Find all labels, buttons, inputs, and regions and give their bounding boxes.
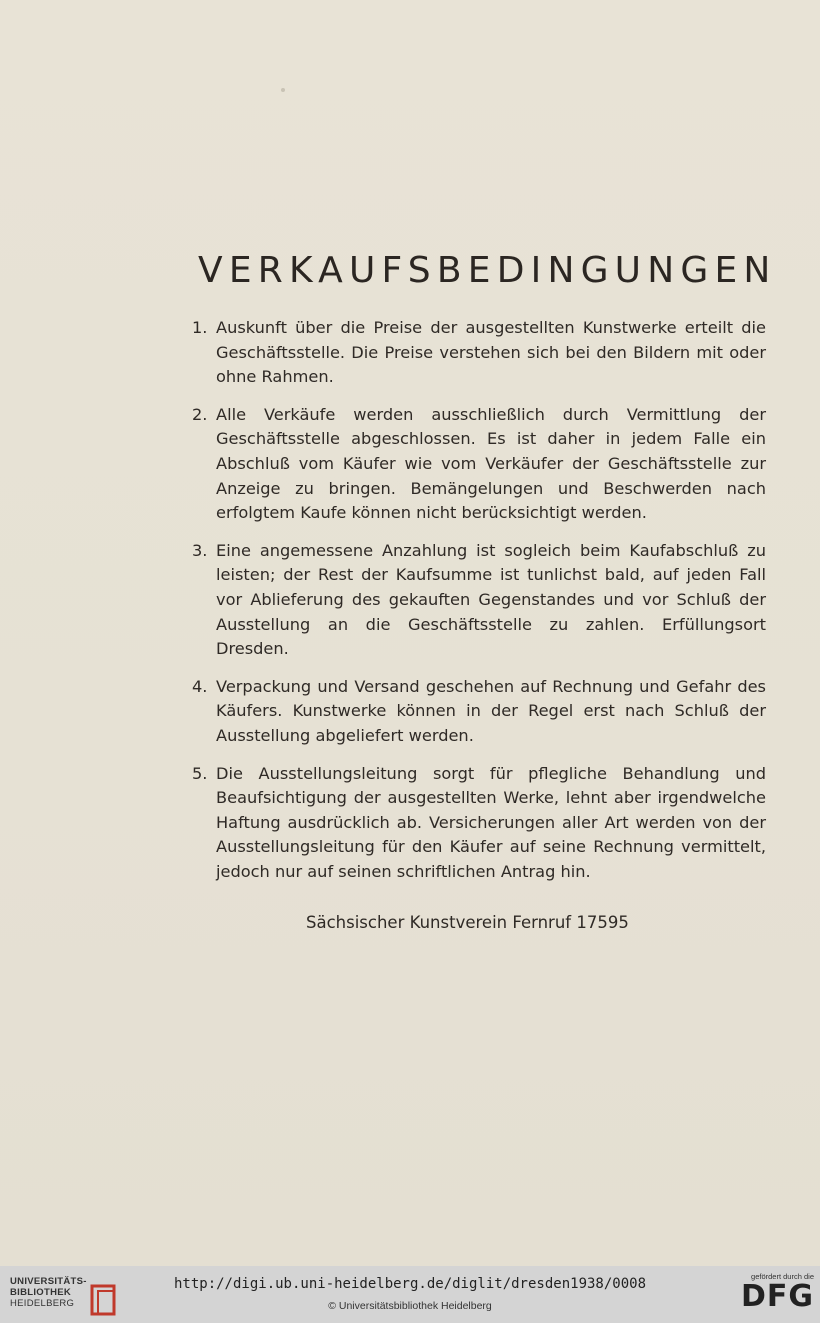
condition-text: Die Ausstellungsleitung sorgt für pflegliche Behandlung und Beaufsichtigung der ausgestellten Werke, lehnt aber irgendwelche Haftung ausdrücklich ab. Versicherungen aller Art werden von der Ausstellungsleitung für den Käufer auf seine Rechnung vermittelt, jedoch nur auf seinen schriftlichen Antrag hin. [216,763,766,881]
society-contact-line: Sächsischer Kunstverein Fernruf 17595 [306,913,629,932]
condition-number: 4. [192,676,208,696]
permalink-url[interactable]: http://digi.ub.uni-heidelberg.de/diglit/dresden1938/0008 [173,1276,646,1292]
condition-number: 2. [192,404,208,424]
condition-number: 5. [192,763,208,783]
condition-text: Alle Verkäufe werden ausschließlich durch Vermittlung der Geschäftsstelle abgeschlossen. Es ist daher in jedem Falle ein Abschluß vom Käufer wie vom Verkäufer der Geschäftsstelle zur Anzeige zu bringen. Bemängelungen und Beschwerden nach erfolgtem Kaufe können nicht berücksichtigt werden. [216,404,766,523]
condition-item [186,539,766,662]
condition-text: Verpackung und Versand geschehen auf Rechnung und Gefahr des Käufers. Kunstwerke können in der Regel erst nach Schluß der Ausstellung abgeliefert werden. [216,676,766,745]
condition-item [186,675,766,749]
condition-number: 3. [192,540,208,560]
logo-line: UNIVERSITÄTS- [10,1276,87,1287]
condition-item [186,762,766,885]
conditions-list [186,316,766,897]
condition-text: Eine angemessene Anzahlung ist sogleich beim Kaufabschluß zu leisten; der Rest der Kaufsumme ist tunlichst bald, auf jeden Fall vor Ablieferung des gekauften Gegenstandes und vor Schluß der Ausstellung an die Geschäftsstelle zu zahlen. Erfüllungsort Dresden. [216,540,766,659]
logo-line: BIBLIOTHEK [10,1287,72,1298]
dfg-logo-text: DFG [740,1279,814,1314]
dfg-funding-logo[interactable] [722,1272,814,1318]
condition-number: 1. [192,318,208,337]
page-title: VERKAUFSBEDINGUNGEN [198,250,777,291]
page-speck [281,88,285,92]
condition-item [186,316,766,390]
copyright-notice: © Universitätsbibliothek Heidelberg [328,1300,492,1312]
viewer-footer-bar [0,1266,820,1323]
funding-label: gefördert durch die [751,1272,814,1281]
condition-text: Auskunft über die Preise der ausgestellten Kunstwerke erteilt die Geschäftsstelle. Die Preise verstehen sich bei den Bildern mit oder ohne Rahmen. [216,318,766,387]
condition-item [186,403,766,526]
logo-line: HEIDELBERG [10,1298,75,1309]
